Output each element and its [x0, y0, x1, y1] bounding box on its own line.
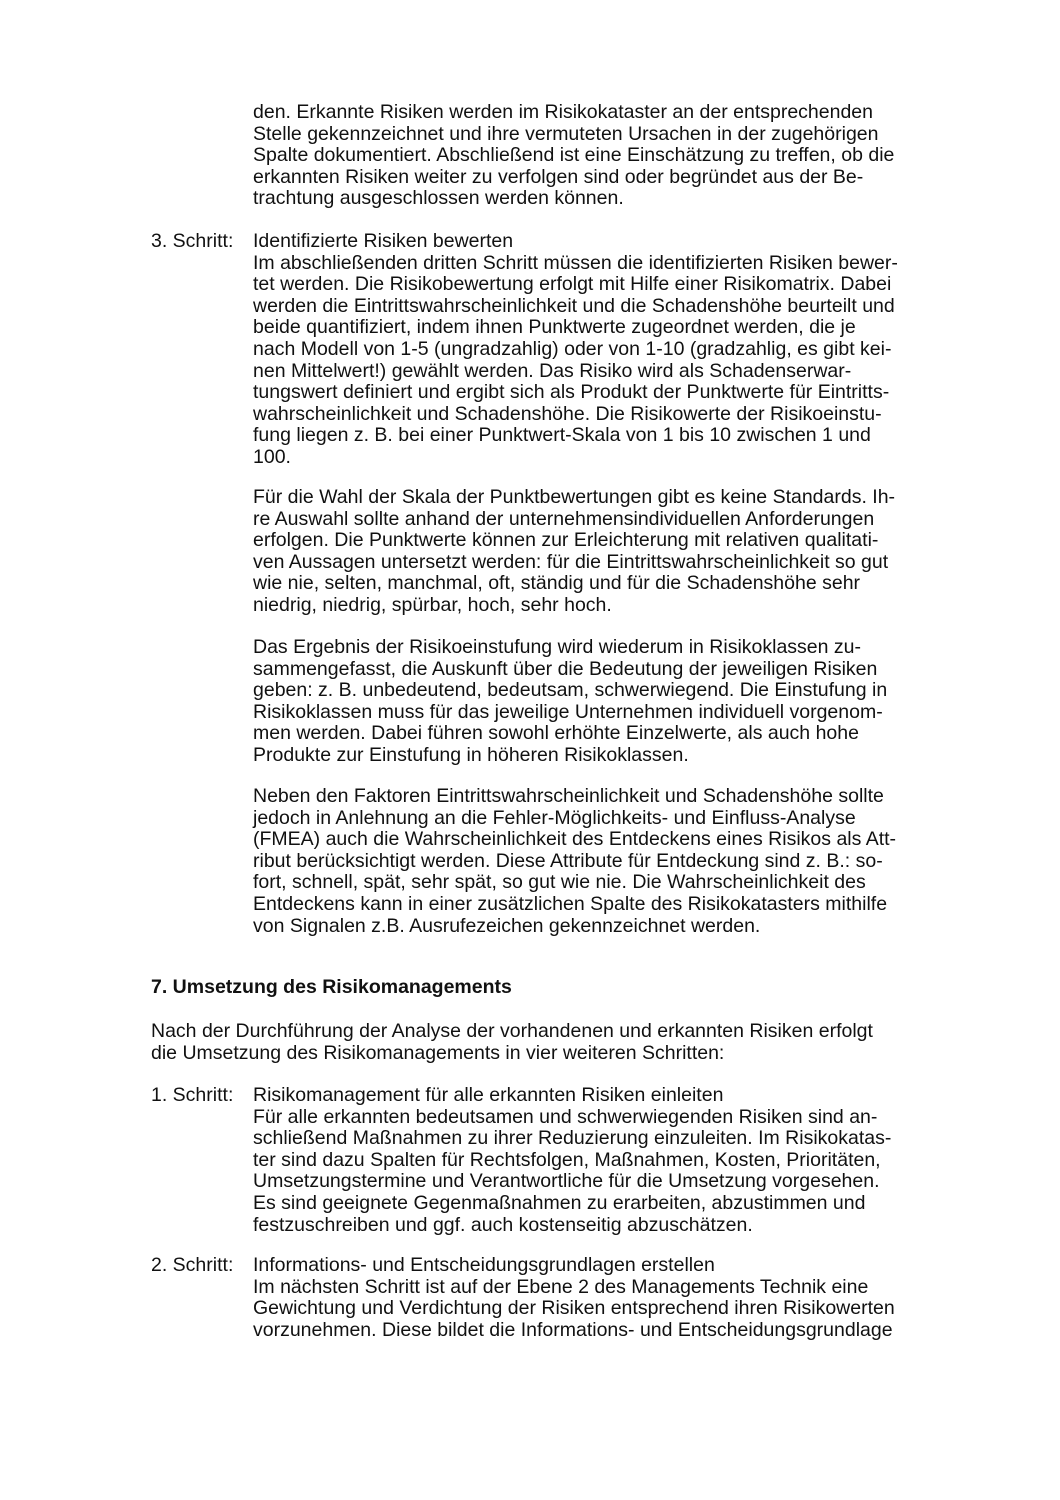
text-line: fung liegen z. B. bei einer Punktwert-Skala von 1 bis 10 zwischen 1 und: [253, 424, 871, 447]
text-line: Im abschließenden dritten Schritt müssen die identifizierten Risiken bewer-: [253, 251, 898, 274]
text-line: Das Ergebnis der Risikoeinstufung wird wiederum in Risikoklassen zu-: [253, 636, 862, 658]
text-line: nen Mittelwert!) gewählt werden. Das Risiko wird als Schadenserwar-: [253, 359, 852, 382]
text-line: tet werden. Die Risikobewertung erfolgt mit Hilfe einer Risikomatrix. Dabei: [253, 273, 892, 296]
step-3-paragraph-4: [253, 786, 965, 937]
text-line: fort, schnell, spät, sehr spät, so gut wie nie. Die Wahrscheinlichkeit des: [253, 871, 866, 894]
text-line: 100.: [253, 445, 291, 468]
text-line: Für die Wahl der Skala der Punktbewertungen gibt es keine Standards. Ih-: [253, 486, 896, 508]
text-line: Nach der Durchführung der Analyse der vorhandenen und erkannten Risiken erfolgt: [151, 1020, 873, 1042]
text-line: trachtung ausgeschlossen werden können.: [253, 187, 624, 210]
text-line: Für alle erkannten bedeutsamen und schwerwiegenden Risiken sind an-: [253, 1105, 878, 1128]
text-line: den. Erkannte Risiken werden im Risikokataster an der entsprechenden: [253, 101, 874, 123]
step-3-title: Identifizierte Risiken bewerten: [253, 230, 514, 252]
text-line: erkannten Risiken weiter zu verfolgen sind oder begründet aus der Be-: [253, 165, 864, 188]
text-line: ven Aussagen untersetzt werden: für die Eintrittswahrscheinlichkeit so gut: [253, 550, 889, 573]
text-line: jedoch in Anlehnung an die Fehler-Möglichkeits- und Einfluss-Analyse: [253, 806, 856, 829]
text-line: Im nächsten Schritt ist auf der Ebene 2 des Managements Technik eine: [253, 1275, 869, 1298]
text-line: re Auswahl sollte anhand der unternehmensindividuellen Anforderungen: [253, 507, 875, 530]
step-2-label: 2. Schritt:: [151, 1254, 234, 1276]
text-line: geben: z. B. unbedeutend, bedeutsam, schwerwiegend. Die Einstufung in: [253, 679, 888, 702]
text-line: Es sind geeignete Gegenmaßnahmen zu erarbeiten, abzustimmen und: [253, 1191, 866, 1214]
text-line: werden die Eintrittswahrscheinlichkeit und die Schadenshöhe beurteilt und: [253, 294, 895, 317]
step-2-title: Informations- und Entscheidungsgrundlagen erstellen: [253, 1254, 715, 1276]
text-line: Stelle gekennzeichnet und ihre vermuteten Ursachen in der zugehörigen: [253, 122, 879, 145]
text-line: vorzunehmen. Diese bildet die Informations- und Entscheidungsgrundlage: [253, 1318, 893, 1341]
text-line: von Signalen z.B. Ausrufezeichen gekennzeichnet werden.: [253, 914, 761, 937]
text-line: wie nie, selten, manchmal, oft, ständig und für die Schadenshöhe sehr: [253, 572, 861, 595]
text-line: nach Modell von 1-5 (ungradzahlig) oder von 1-10 (gradzahlig, es gibt kei-: [253, 337, 892, 360]
text-line: Spalte dokumentiert. Abschließend ist eine Einschätzung zu treffen, ob die: [253, 144, 895, 167]
text-line: men werden. Dabei führen sowohl erhöhte Einzelwerte, als auch hohe: [253, 722, 859, 745]
step-3-paragraph-1: [253, 253, 965, 469]
text-line: schließend Maßnahmen zu ihrer Reduzierung einzuleiten. Im Risikokatas-: [253, 1127, 892, 1150]
step-2-content: [253, 1255, 965, 1341]
text-line: Produkte zur Einstufung in höheren Risikoklassen.: [253, 743, 689, 766]
text-line: Entdeckens kann in einer zusätzlichen Spalte des Risikokatasters mithilfe: [253, 892, 888, 915]
step-3-label: 3. Schritt:: [151, 230, 234, 252]
step-3-paragraph-3: [253, 637, 965, 767]
text-line: die Umsetzung des Risikomanagements in vier weiteren Schritten:: [151, 1041, 725, 1064]
section-7-intro: [151, 1021, 965, 1064]
text-line: Neben den Faktoren Eintrittswahrscheinlichkeit und Schadenshöhe sollte: [253, 785, 884, 807]
text-line: Risikoklassen muss für das jeweilige Unternehmen individuell vorgenom-: [253, 700, 883, 723]
step-1-label: 1. Schritt:: [151, 1084, 234, 1106]
text-line: sammengefasst, die Auskunft über die Bedeutung der jeweiligen Risiken: [253, 657, 878, 680]
text-line: ter sind dazu Spalten für Rechtsfolgen, Maßnahmen, Kosten, Prioritäten,: [253, 1148, 881, 1171]
text-line: niedrig, niedrig, spürbar, hoch, sehr hoch.: [253, 593, 612, 616]
step-1-content: [253, 1085, 965, 1236]
text-line: ribut berücksichtigt werden. Diese Attribute für Entdeckung sind z. B.: so-: [253, 849, 883, 872]
text-line: festzuschreiben und ggf. auch kostenseitig abzuschätzen.: [253, 1213, 753, 1236]
text-line: beide quantifiziert, indem ihnen Punktwerte zugeordnet werden, die je: [253, 316, 856, 339]
text-line: wahrscheinlichkeit und Schadenshöhe. Die Risikowerte der Risikoeinstu-: [253, 402, 882, 425]
step-3-paragraph-2: [253, 487, 965, 617]
section-heading: 7. Umsetzung des Risikomanagements: [151, 976, 512, 998]
intro-paragraph: [253, 102, 965, 210]
text-line: erfolgen. Die Punktwerte können zur Erleichterung mit relativen qualitati-: [253, 529, 879, 552]
step-3-content: [253, 231, 965, 469]
text-line: Gewichtung und Verdichtung der Risiken entsprechend ihren Risikowerten: [253, 1297, 895, 1320]
text-line: Umsetzungstermine und Verantwortliche für die Umsetzung vorgesehen.: [253, 1170, 880, 1193]
step-1-title: Risikomanagement für alle erkannten Risiken einleiten: [253, 1084, 724, 1106]
text-line: tungswert definiert und ergibt sich als Produkt der Punktwerte für Eintritts-: [253, 381, 890, 404]
text-line: (FMEA) auch die Wahrscheinlichkeit des Entdeckens eines Risikos als Att-: [253, 828, 897, 851]
